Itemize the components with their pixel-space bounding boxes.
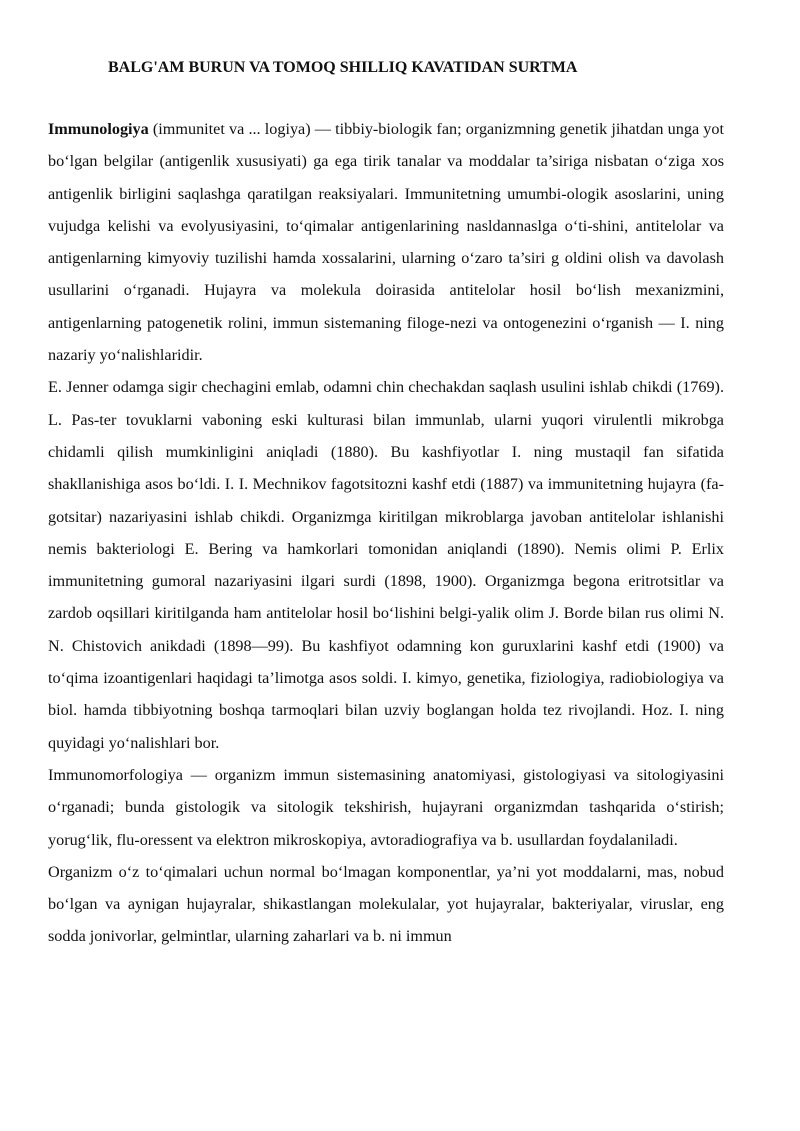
paragraph-text: E. Jenner odamga sigir chechagini emlab, odamni chin chechakdan saqlash usulini ishlab chikdi (1769). L. Pas-ter tovuklarni vaboning eski kulturasi bilan immunlab, ularni yuqori virulentli mikrobga chidamli qilish mumkinligini aniqladi (1880). Bu kashfiyotlar I. ning mustaqil fan sifatida shakllanishiga asos bo‘ldi. I. I. Mechnikov fagotsitozni kashf etdi (1887) va immunitetning hujayra (fa-gotsitar) nazariyasini ishlab chikdi. Organizmga kiritilgan mikroblarga javoban antitelolar ishlanishi nemis bakteriologi E. Bering va hamkorlari tomonidan aniqlandi (1890). Nemis olimi P. Erlix immunitetning gumoral nazariyasini ilgari surdi (1898, 1900). Organizmga begona eritrotsitlar va zardob oqsillari kiritilganda ham antitelolar hosil bo‘lishini belgi-yalik olim J. Borde bilan rus olimi N. N. Chistovich anikdadi (1898—99). Bu kashfiyot odamning kon guruxlarini kashf etdi (1900) va to‘qima izoantigenlari haqidagi ta’limotga asos soldi. I. kimyo, genetika, fiziologiya, radiobiologiya va biol. hamda tibbiyotning boshqa tarmoqlari bilan uzviy boglangan holda tez rivojlandi. Hoz. I. ning quyidagi yo‘nalishlari bor.: [48, 378, 724, 752]
paragraph-text: (immunitet va ... logiya) — tibbiy-biologik fan; organizmning genetik jihatdan unga yot bo‘lgan belgilar (antigenlik xususiyati) ga ega tirik tanalar va moddalar ta’siriga nisbatan o‘ziga xos antigenlik birligini saqlashga qaratilgan reaksiyalari. Immunitetning umumbi-ologik asoslarini, uning vujudga kelishi va evolyusiyasini, to‘qimalar antigenlarining nasldannaslga o‘ti-shini, antitelolar va antigenlarning kimyoviy tuzilishi hamda xossalarini, ularning o‘zaro ta’siri g oldini olish va davolash usullarini o‘rganadi. Hujayra va molekula doirasida antitelolar hosil bo‘lish mexanizmini, antigenlarning patogenetik rolini, immun sistemaning filoge-nezi va ontogenezini o‘rganish — I. ning nazariy yo‘nalishlaridir.: [48, 120, 724, 365]
paragraph-history: [48, 371, 724, 759]
paragraph-immunomorfologiya: [48, 759, 724, 856]
paragraph-text: Immunomorfologiya — organizm immun sistemasining anatomiyasi, gistologiyasi va sitologiyasini o‘rganadi; bunda gistologik va sitologik tekshirish, hujayrani organizmdan tashqarida o‘stirish; yorug‘lik, flu-oressent va elektron mikroskopiya, avtoradiografiya va b. usullardan foydalaniladi.: [48, 765, 724, 849]
paragraph-text: Organizm o‘z to‘qimalari uchun normal bo‘lmagan komponentlar, ya’ni yot moddalarni, mas, nobud bo‘lgan va aynigan hujayralar, shikastlangan molekulalar, yot hujayralar, bakteriyalar, viruslar, eng sodda jonivorlar, gelmintlar, ularning zaharlari va b. ni immun: [48, 862, 724, 946]
paragraph-lead-term: Immunologiya: [48, 120, 149, 138]
paragraph-immunologiya: [48, 113, 724, 371]
document-page: [48, 56, 724, 953]
paragraph-antigens: [48, 856, 724, 953]
document-title: BALG'AM BURUN VA TOMOQ SHILLIQ KAVATIDAN SURTMA: [108, 59, 578, 76]
